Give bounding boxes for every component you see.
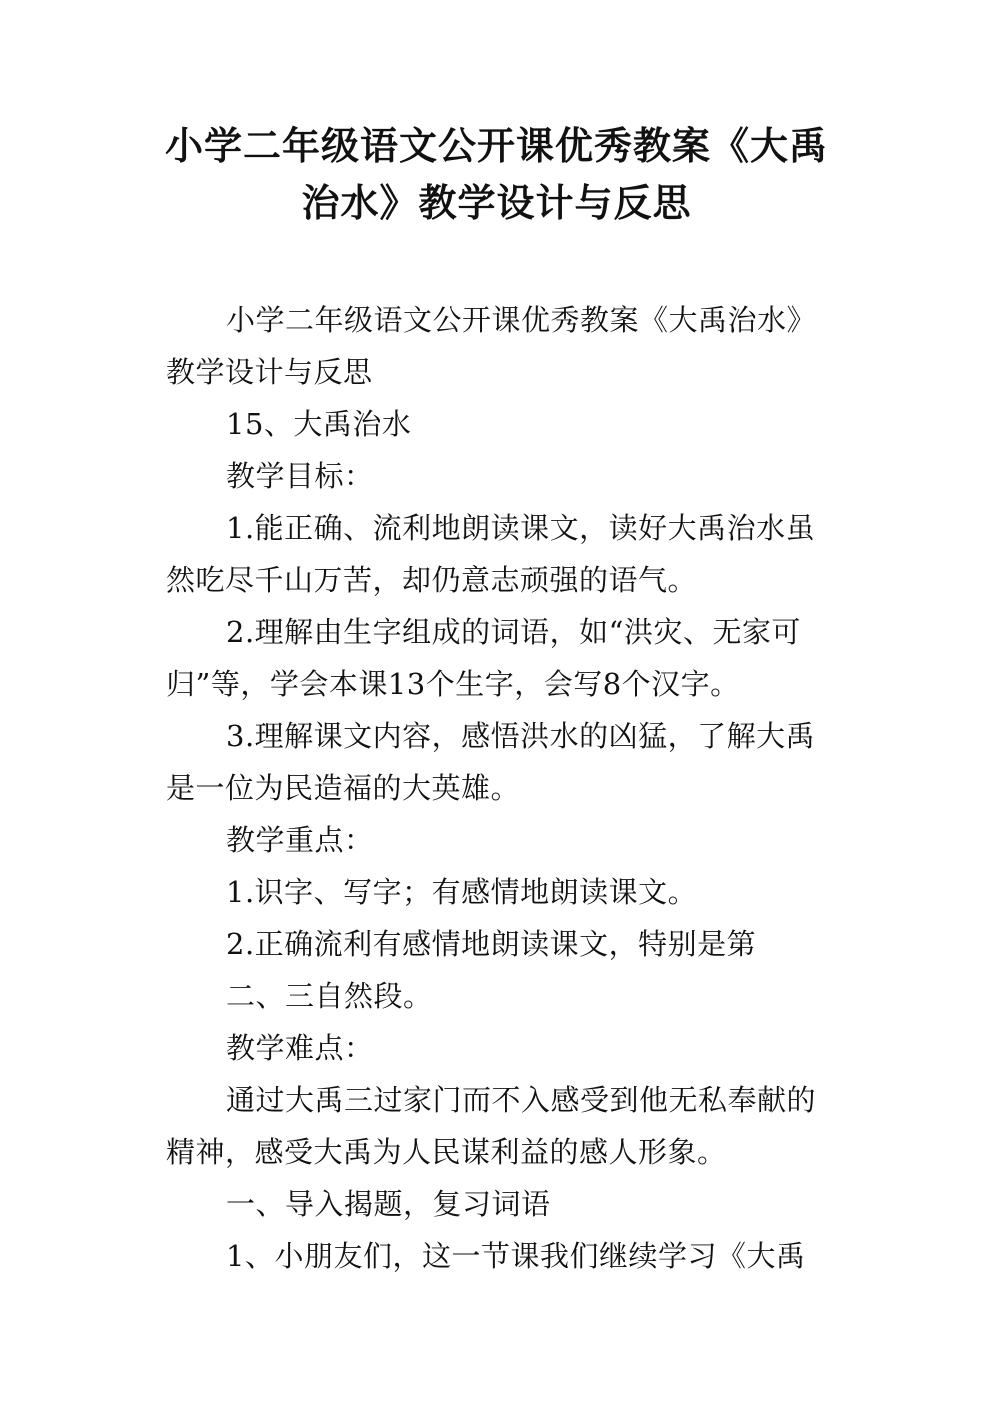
paragraph: 1.识字、写字；有感情地朗读课文。 xyxy=(226,875,698,909)
paragraph: 教学目标： xyxy=(226,459,374,493)
paragraph: 一、导入揭题，复习词语 xyxy=(226,1187,551,1221)
paragraph: 1、小朋友们，这一节课我们继续学习《大禹 xyxy=(226,1239,806,1273)
paragraph: 3.理解课文内容，感悟洪水的凶猛，了解大禹是一位为民造福的大英雄。 xyxy=(166,719,816,805)
paragraph: 二、三自然段。 xyxy=(226,979,433,1013)
paragraph: 通过大禹三过家门而不入感受到他无私奉献的精神，感受大禹为人民谋利益的感人形象。 xyxy=(166,1083,817,1169)
paragraph: 15、大禹治水 xyxy=(226,407,412,441)
paragraph: 2.正确流利有感情地朗读课文，特别是第 xyxy=(226,927,757,961)
paragraph: 小学二年级语文公开课优秀教案《大禹治水》教学设计与反思 xyxy=(166,303,817,389)
paragraph: 2.理解由生字组成的词语，如“洪灾、无家可归”等，学会本课13个生字，会写8个汉字。 xyxy=(166,615,801,701)
paragraph: 教学难点： xyxy=(226,1031,374,1065)
document-title: 小学二年级语文公开课优秀教案《大禹治水》教学设计与反思 xyxy=(164,124,828,225)
paragraph: 1.能正确、流利地朗读课文，读好大禹治水虽然吃尽千山万苦，却仍意志顽强的语气。 xyxy=(166,511,816,597)
paragraph: 教学重点： xyxy=(226,823,374,857)
document-body xyxy=(166,294,830,1282)
